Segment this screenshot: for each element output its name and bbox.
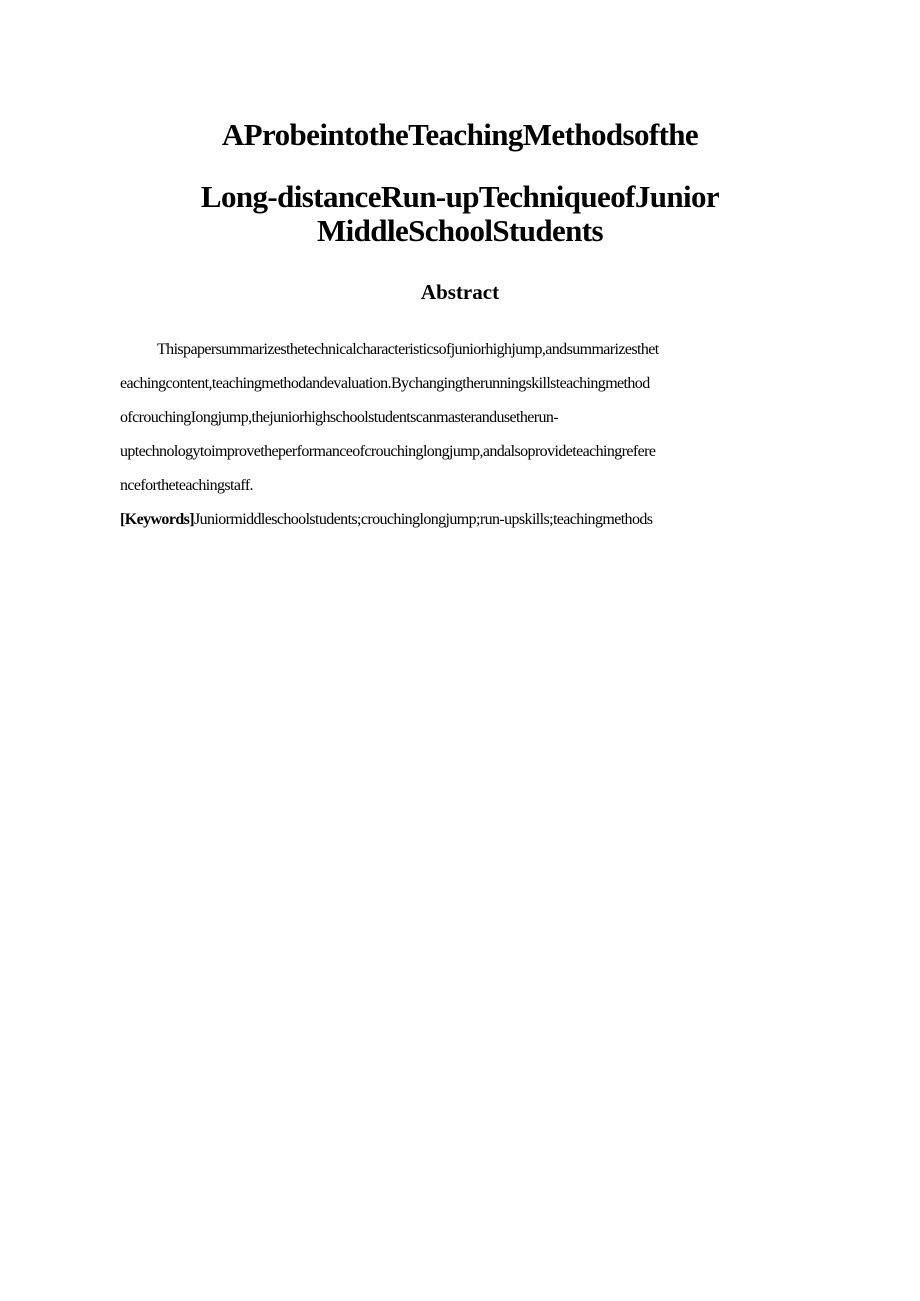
abstract-text-line: eachingcontent,teachingmethodandevaluation.Bychangingtherunningskillsteachingmethod xyxy=(120,375,650,392)
keywords-text: Juniormiddleschoolstudents;crouchinglongjump;run-upskills;teachingmethods xyxy=(194,511,653,528)
title-line-1: AProbeintotheTeachingMethodsofthe xyxy=(221,117,699,152)
abstract-text-line: ncefortheteachingstaff. xyxy=(120,477,253,494)
title-line-3: MiddleSchoolStudents xyxy=(316,213,603,248)
abstract-text-line: uptechnologytoimprovetheperformanceofcrouchinglongjump,andalsoprovideteachingrefere xyxy=(120,443,656,460)
title-line-2: Long-distanceRun-upTechniqueofJunior xyxy=(200,179,720,214)
keywords-label: [Keywords] xyxy=(120,511,194,528)
abstract-heading: Abstract xyxy=(420,280,500,304)
keywords-line xyxy=(120,510,800,530)
abstract-text-line: ofcrouchingIongjump,thejuniorhighschoolstudentscanmasterandusetherun- xyxy=(120,409,559,426)
abstract-text-line: Thispapersummarizesthetechnicalcharacteristicsofjuniorhighjump,andsummarizesthet xyxy=(157,341,659,358)
